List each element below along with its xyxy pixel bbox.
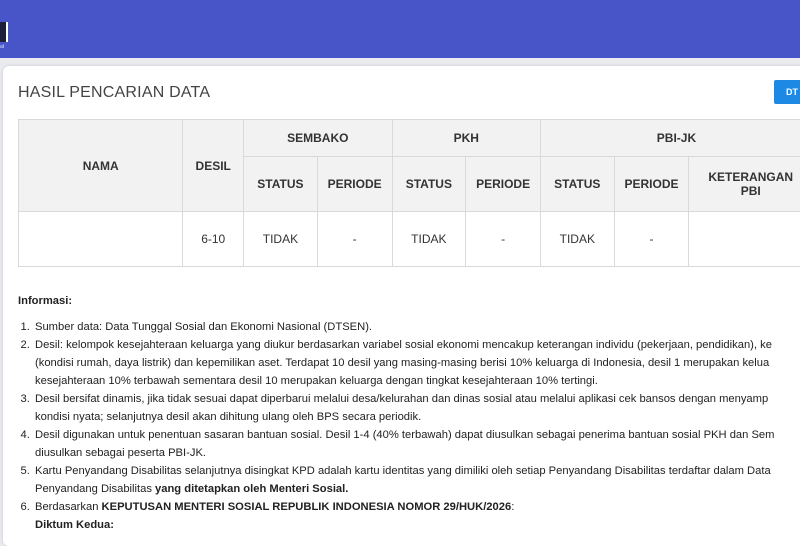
- decree-title: KEPUTUSAN MENTERI SOSIAL REPUBLIK INDONESIA NOMOR 29/HUK/2026: [102, 501, 512, 513]
- header-pbijk-periode: PERIODE: [614, 157, 689, 212]
- header-sembako: SEMBAKO: [244, 120, 392, 157]
- cell-pkh-periode: -: [466, 212, 541, 267]
- header-sembako-periode: PERIODE: [317, 157, 392, 212]
- cell-sembako-status: TIDAK: [244, 212, 318, 267]
- cell-pkh-status: TIDAK: [392, 212, 466, 267]
- info-line: diusulkan sebagai peserta PBI-JK.: [35, 447, 206, 459]
- cell-sembako-periode: -: [317, 212, 392, 267]
- info-line-suffix: :: [511, 501, 514, 513]
- dtsen-button[interactable]: DT: [774, 80, 800, 104]
- header-pbijk-status: STATUS: [540, 157, 614, 212]
- info-line: Sumber data: Data Tunggal Sosial dan Ekonomi Nasional (DTSEN).: [35, 321, 372, 333]
- header-pkh: PKH: [392, 120, 540, 157]
- cell-desil: 6-10: [183, 212, 244, 267]
- info-line: Desil bersifat dinamis, jika tidak sesuai dapat diperbarui melalui desa/kelurahan dan dinas sosial atau melalui aplikasi cek bansos dengan menyamp: [35, 393, 768, 405]
- info-item: [33, 390, 800, 426]
- top-navbar: [0, 0, 800, 58]
- cell-keterangan-pbi: [689, 212, 800, 267]
- search-result-card: [3, 66, 800, 546]
- info-line: Penyandang Disabilitas: [35, 483, 155, 495]
- result-table: [18, 119, 800, 267]
- header-pkh-status: STATUS: [392, 157, 466, 212]
- info-section: [18, 292, 800, 534]
- diktum-label: Diktum Kedua:: [35, 519, 114, 531]
- info-line: Kartu Penyandang Disabilitas selanjutnya disingkat KPD adalah kartu identitas yang dimiliki oleh setiap Penyandang Disabilitas terdaftar dalam Data: [35, 465, 771, 477]
- header-sembako-status: STATUS: [244, 157, 318, 212]
- info-line: Berdasarkan: [35, 501, 102, 513]
- header-keterangan-line1: KETERANGAN: [708, 170, 793, 184]
- info-item: [33, 426, 800, 462]
- info-item: [33, 462, 800, 498]
- cell-pbijk-periode: -: [614, 212, 689, 267]
- header-keterangan-line2: PBI: [741, 184, 761, 198]
- header-keterangan-pbi: [689, 157, 800, 212]
- info-line: (kondisi rumah, daya listrik) dan kepemilikan aset. Terdapat 10 desil yang masing-masing berisi 10% keluarga di Indonesia, desil 1 merupakan kelua: [35, 357, 769, 369]
- info-item: [33, 318, 800, 336]
- header-pkh-periode: PERIODE: [466, 157, 541, 212]
- info-line: kondisi nyata; selanjutnya desil akan dihitung ulang oleh BPS secara periodik.: [35, 411, 421, 423]
- page-title: HASIL PENCARIAN DATA: [18, 84, 210, 102]
- logo-subtext: at: [0, 44, 4, 50]
- header-nama: NAMA: [19, 120, 183, 212]
- info-list: [18, 318, 800, 534]
- table-row: [19, 212, 800, 267]
- cell-pbijk-status: TIDAK: [540, 212, 614, 267]
- info-title: Informasi:: [18, 292, 800, 310]
- info-item: [33, 336, 800, 390]
- cell-nama: [19, 212, 183, 267]
- info-line: kesejahteraan 10% terbawah sementara desil 10 merupakan keluarga dengan tingkat kesejahteraan 10% tertingi.: [35, 375, 598, 387]
- header-pbijk: PBI-JK: [540, 120, 800, 157]
- header-desil: DESIL: [183, 120, 244, 212]
- info-line: Desil: kelompok kesejahteraan keluarga yang diukur berdasarkan variabel sosial ekonomi mencakup keterangan individu (pekerjaan, pendidikan), ke: [35, 339, 772, 351]
- info-line: Desil digunakan untuk penentuan sasaran bantuan sosial. Desil 1-4 (40% terbawah) dapat diusulkan sebagai penerima bantuan sosial PKH dan Sem: [35, 429, 774, 441]
- info-item: [33, 498, 800, 534]
- info-bold-text: yang ditetapkan oleh Menteri Sosial.: [155, 483, 348, 495]
- logo-mark-icon: [0, 22, 6, 42]
